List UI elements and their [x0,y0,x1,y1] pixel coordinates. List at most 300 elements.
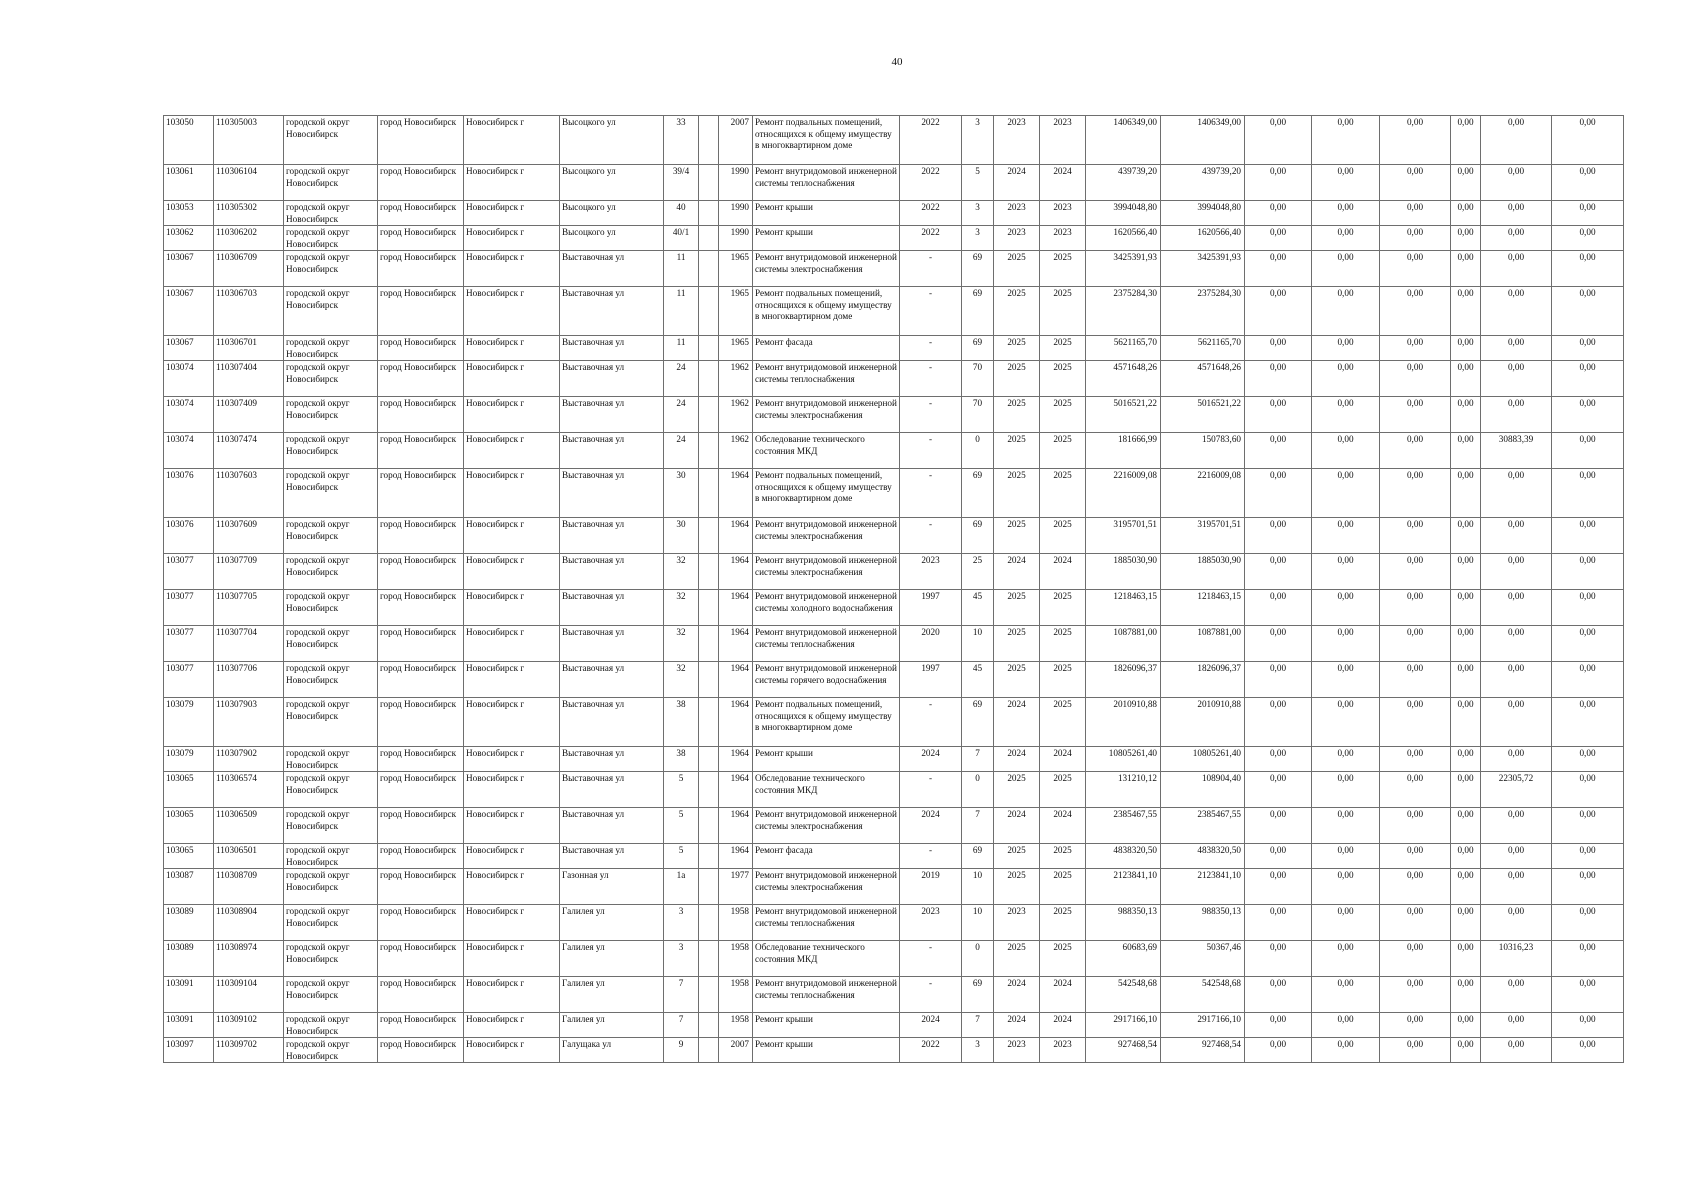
cell-municipal-district: городской округ Новосибирск [284,662,378,698]
cell-year-built: 1958 [719,977,753,1013]
table-row [164,518,1624,554]
cell-work-id: 110307704 [214,626,284,662]
cell-wear-percent: 10 [962,869,994,905]
cell-locality: Новосибирск г [464,977,560,1013]
cell-house-no: 24 [664,361,699,397]
table-row [164,336,1624,361]
cell-last-repair-year: - [900,287,962,336]
cell-total-cost: 181666,99 [1086,433,1161,469]
cell-locality: Новосибирск г [464,808,560,844]
cell-work-id: 110306701 [214,336,284,361]
table-row [164,590,1624,626]
cell-wear-percent: 69 [962,518,994,554]
cell-municipal-district: городской округ Новосибирск [284,747,378,772]
cell-regional-budget: 0,00 [1312,662,1380,698]
cell-plan-year-end: 2024 [1040,808,1086,844]
cell-settlement: город Новосибирск [378,941,464,977]
cell-fund-cost: 1218463,15 [1161,590,1245,626]
cell-locality: Новосибирск г [464,165,560,201]
cell-regional-budget: 0,00 [1312,747,1380,772]
cell-federal-budget: 0,00 [1245,698,1312,747]
cell-plan-year-end: 2025 [1040,590,1086,626]
cell-plan-year-end: 2025 [1040,844,1086,869]
cell-plan-year-start: 2024 [994,698,1040,747]
cell-owner-funds: 0,00 [1481,201,1552,226]
table-row [164,772,1624,808]
cell-street: Выставочная ул [560,251,664,287]
table-row [164,397,1624,433]
cell-fund-cost: 927468,54 [1161,1038,1245,1063]
cell-fund-cost: 2010910,88 [1161,698,1245,747]
cell-locality: Новосибирск г [464,747,560,772]
cell-regional-budget: 0,00 [1312,165,1380,201]
cell-work-type: Ремонт подвальных помещений, относящихся к общему имуществу в многоквартирном доме [753,698,900,747]
cell-street: Выставочная ул [560,808,664,844]
cell-work-type: Ремонт фасада [753,336,900,361]
cell-house-no: 3 [664,941,699,977]
cell-local-budget: 0,00 [1380,626,1451,662]
cell-other-funds: 0,00 [1451,1013,1481,1038]
cell-street: Выставочная ул [560,336,664,361]
cell-building-no [699,905,719,941]
cell-federal-budget: 0,00 [1245,433,1312,469]
cell-extra-funds: 0,00 [1552,905,1624,941]
cell-other-funds: 0,00 [1451,226,1481,251]
cell-extra-funds: 0,00 [1552,116,1624,165]
cell-municipal-district: городской округ Новосибирск [284,590,378,626]
table-row [164,226,1624,251]
cell-owner-funds: 0,00 [1481,165,1552,201]
cell-owner-funds: 0,00 [1481,361,1552,397]
cell-wear-percent: 69 [962,336,994,361]
cell-plan-year-end: 2024 [1040,747,1086,772]
cell-locality: Новосибирск г [464,201,560,226]
cell-building-no [699,361,719,397]
cell-work-id: 110306574 [214,772,284,808]
cell-owner-funds: 0,00 [1481,287,1552,336]
cell-street: Высоцкого ул [560,201,664,226]
cell-total-cost: 542548,68 [1086,977,1161,1013]
cell-plan-year-end: 2025 [1040,251,1086,287]
cell-house-no: 33 [664,116,699,165]
page-number: 40 [891,56,903,68]
cell-owner-funds: 0,00 [1481,747,1552,772]
cell-last-repair-year: - [900,518,962,554]
cell-plan-year-start: 2023 [994,905,1040,941]
table-row [164,469,1624,518]
cell-local-budget: 0,00 [1380,361,1451,397]
cell-last-repair-year: 2023 [900,554,962,590]
cell-plan-year-end: 2024 [1040,165,1086,201]
cell-last-repair-year: - [900,361,962,397]
cell-last-repair-year: 2022 [900,226,962,251]
cell-extra-funds: 0,00 [1552,251,1624,287]
cell-local-budget: 0,00 [1380,1038,1451,1063]
cell-year-built: 1964 [719,518,753,554]
cell-building-no [699,590,719,626]
cell-registry-no: 103077 [164,590,214,626]
cell-street: Выставочная ул [560,287,664,336]
cell-extra-funds: 0,00 [1552,747,1624,772]
cell-fund-cost: 2917166,10 [1161,1013,1245,1038]
cell-local-budget: 0,00 [1380,287,1451,336]
cell-registry-no: 103076 [164,469,214,518]
cell-total-cost: 1826096,37 [1086,662,1161,698]
cell-extra-funds: 0,00 [1552,433,1624,469]
cell-other-funds: 0,00 [1451,518,1481,554]
cell-plan-year-end: 2025 [1040,662,1086,698]
cell-federal-budget: 0,00 [1245,361,1312,397]
cell-extra-funds: 0,00 [1552,361,1624,397]
cell-settlement: город Новосибирск [378,869,464,905]
cell-federal-budget: 0,00 [1245,518,1312,554]
cell-street: Газонная ул [560,869,664,905]
cell-municipal-district: городской округ Новосибирск [284,844,378,869]
cell-wear-percent: 7 [962,808,994,844]
cell-regional-budget: 0,00 [1312,808,1380,844]
cell-extra-funds: 0,00 [1552,698,1624,747]
cell-local-budget: 0,00 [1380,1013,1451,1038]
cell-other-funds: 0,00 [1451,336,1481,361]
cell-settlement: город Новосибирск [378,808,464,844]
cell-work-type: Ремонт внутридомовой инженерной системы теплоснабжения [753,905,900,941]
cell-locality: Новосибирск г [464,554,560,590]
cell-other-funds: 0,00 [1451,433,1481,469]
cell-municipal-district: городской округ Новосибирск [284,336,378,361]
cell-federal-budget: 0,00 [1245,941,1312,977]
cell-house-no: 5 [664,844,699,869]
cell-last-repair-year: - [900,251,962,287]
cell-registry-no: 103067 [164,287,214,336]
cell-locality: Новосибирск г [464,433,560,469]
cell-street: Высоцкого ул [560,116,664,165]
cell-work-id: 110307706 [214,662,284,698]
cell-regional-budget: 0,00 [1312,361,1380,397]
cell-wear-percent: 3 [962,201,994,226]
cell-registry-no: 103089 [164,905,214,941]
cell-fund-cost: 3994048,80 [1161,201,1245,226]
cell-year-built: 2007 [719,116,753,165]
cell-plan-year-start: 2025 [994,844,1040,869]
cell-street: Высоцкого ул [560,226,664,251]
cell-settlement: город Новосибирск [378,201,464,226]
cell-work-type: Обследование технического состояния МКД [753,772,900,808]
cell-house-no: 38 [664,747,699,772]
cell-regional-budget: 0,00 [1312,116,1380,165]
cell-fund-cost: 5621165,70 [1161,336,1245,361]
cell-fund-cost: 2216009,08 [1161,469,1245,518]
cell-last-repair-year: - [900,469,962,518]
cell-house-no: 30 [664,518,699,554]
cell-last-repair-year: 2022 [900,1038,962,1063]
cell-locality: Новосибирск г [464,844,560,869]
table-row [164,554,1624,590]
cell-last-repair-year: - [900,977,962,1013]
cell-other-funds: 0,00 [1451,905,1481,941]
cell-settlement: город Новосибирск [378,977,464,1013]
cell-registry-no: 103091 [164,1013,214,1038]
cell-settlement: город Новосибирск [378,251,464,287]
cell-settlement: город Новосибирск [378,361,464,397]
table-row [164,869,1624,905]
cell-last-repair-year: - [900,698,962,747]
cell-federal-budget: 0,00 [1245,251,1312,287]
cell-building-no [699,287,719,336]
cell-settlement: город Новосибирск [378,662,464,698]
cell-work-id: 110307603 [214,469,284,518]
cell-plan-year-start: 2025 [994,662,1040,698]
cell-owner-funds: 0,00 [1481,1038,1552,1063]
cell-house-no: 30 [664,469,699,518]
cell-wear-percent: 69 [962,977,994,1013]
cell-fund-cost: 1826096,37 [1161,662,1245,698]
cell-plan-year-start: 2025 [994,251,1040,287]
cell-federal-budget: 0,00 [1245,1013,1312,1038]
cell-extra-funds: 0,00 [1552,808,1624,844]
cell-year-built: 1962 [719,361,753,397]
cell-regional-budget: 0,00 [1312,469,1380,518]
table-row [164,165,1624,201]
cell-building-no [699,662,719,698]
cell-total-cost: 1087881,00 [1086,626,1161,662]
cell-plan-year-end: 2025 [1040,361,1086,397]
cell-wear-percent: 25 [962,554,994,590]
cell-work-type: Ремонт внутридомовой инженерной системы теплоснабжения [753,361,900,397]
cell-total-cost: 988350,13 [1086,905,1161,941]
cell-last-repair-year: 2022 [900,116,962,165]
table-row [164,1038,1624,1063]
cell-year-built: 1964 [719,808,753,844]
cell-federal-budget: 0,00 [1245,397,1312,433]
cell-house-no: 3 [664,905,699,941]
cell-settlement: город Новосибирск [378,287,464,336]
cell-other-funds: 0,00 [1451,747,1481,772]
cell-municipal-district: городской округ Новосибирск [284,251,378,287]
cell-plan-year-start: 2025 [994,433,1040,469]
cell-regional-budget: 0,00 [1312,1038,1380,1063]
cell-federal-budget: 0,00 [1245,1038,1312,1063]
cell-registry-no: 103076 [164,518,214,554]
cell-building-no [699,977,719,1013]
cell-registry-no: 103065 [164,844,214,869]
cell-locality: Новосибирск г [464,662,560,698]
cell-street: Выставочная ул [560,433,664,469]
cell-year-built: 1958 [719,1013,753,1038]
cell-year-built: 1964 [719,469,753,518]
cell-locality: Новосибирск г [464,116,560,165]
cell-registry-no: 103087 [164,869,214,905]
cell-plan-year-start: 2024 [994,165,1040,201]
cell-wear-percent: 69 [962,698,994,747]
cell-owner-funds: 0,00 [1481,844,1552,869]
cell-local-budget: 0,00 [1380,251,1451,287]
cell-municipal-district: городской округ Новосибирск [284,361,378,397]
cell-wear-percent: 0 [962,772,994,808]
cell-federal-budget: 0,00 [1245,287,1312,336]
cell-plan-year-end: 2023 [1040,116,1086,165]
cell-locality: Новосибирск г [464,869,560,905]
cell-house-no: 11 [664,287,699,336]
cell-local-budget: 0,00 [1380,747,1451,772]
cell-work-type: Ремонт внутридомовой инженерной системы электроснабжения [753,397,900,433]
cell-year-built: 1962 [719,397,753,433]
cell-total-cost: 1885030,90 [1086,554,1161,590]
cell-house-no: 40 [664,201,699,226]
cell-locality: Новосибирск г [464,941,560,977]
cell-plan-year-start: 2025 [994,361,1040,397]
cell-local-budget: 0,00 [1380,905,1451,941]
cell-registry-no: 103053 [164,201,214,226]
cell-year-built: 1964 [719,590,753,626]
cell-work-id: 110307903 [214,698,284,747]
cell-total-cost: 2385467,55 [1086,808,1161,844]
cell-wear-percent: 45 [962,662,994,698]
cell-last-repair-year: - [900,941,962,977]
cell-house-no: 39/4 [664,165,699,201]
cell-regional-budget: 0,00 [1312,772,1380,808]
cell-regional-budget: 0,00 [1312,518,1380,554]
cell-municipal-district: городской округ Новосибирск [284,977,378,1013]
cell-work-id: 110309104 [214,977,284,1013]
cell-total-cost: 2010910,88 [1086,698,1161,747]
cell-work-type: Ремонт подвальных помещений, относящихся к общему имуществу в многоквартирном доме [753,116,900,165]
cell-work-type: Ремонт внутридомовой инженерной системы холодного водоснабжения [753,590,900,626]
cell-year-built: 1962 [719,433,753,469]
cell-wear-percent: 70 [962,361,994,397]
cell-last-repair-year: 1997 [900,590,962,626]
cell-owner-funds: 0,00 [1481,905,1552,941]
cell-plan-year-end: 2024 [1040,554,1086,590]
cell-year-built: 1964 [719,747,753,772]
cell-plan-year-start: 2025 [994,397,1040,433]
cell-building-no [699,747,719,772]
cell-other-funds: 0,00 [1451,698,1481,747]
cell-owner-funds: 10316,23 [1481,941,1552,977]
cell-work-type: Обследование технического состояния МКД [753,433,900,469]
cell-wear-percent: 3 [962,226,994,251]
cell-plan-year-start: 2024 [994,1013,1040,1038]
cell-extra-funds: 0,00 [1552,518,1624,554]
cell-local-budget: 0,00 [1380,397,1451,433]
cell-extra-funds: 0,00 [1552,941,1624,977]
cell-local-budget: 0,00 [1380,869,1451,905]
cell-wear-percent: 3 [962,116,994,165]
cell-work-type: Ремонт фасада [753,844,900,869]
cell-plan-year-start: 2025 [994,626,1040,662]
cell-extra-funds: 0,00 [1552,590,1624,626]
cell-owner-funds: 0,00 [1481,518,1552,554]
cell-last-repair-year: 2024 [900,1013,962,1038]
cell-locality: Новосибирск г [464,361,560,397]
cell-other-funds: 0,00 [1451,869,1481,905]
cell-year-built: 1964 [719,698,753,747]
cell-plan-year-end: 2024 [1040,977,1086,1013]
cell-municipal-district: городской округ Новосибирск [284,1013,378,1038]
cell-plan-year-start: 2024 [994,808,1040,844]
cell-house-no: 5 [664,772,699,808]
cell-work-id: 110307409 [214,397,284,433]
cell-fund-cost: 1620566,40 [1161,226,1245,251]
cell-total-cost: 1406349,00 [1086,116,1161,165]
cell-building-no [699,251,719,287]
cell-work-type: Ремонт крыши [753,226,900,251]
cell-work-type: Ремонт внутридомовой инженерной системы электроснабжения [753,518,900,554]
cell-owner-funds: 0,00 [1481,336,1552,361]
cell-registry-no: 103074 [164,361,214,397]
cell-settlement: город Новосибирск [378,844,464,869]
cell-street: Выставочная ул [560,361,664,397]
cell-last-repair-year: - [900,772,962,808]
cell-plan-year-start: 2025 [994,287,1040,336]
cell-settlement: город Новосибирск [378,772,464,808]
table-row [164,287,1624,336]
cell-total-cost: 131210,12 [1086,772,1161,808]
cell-municipal-district: городской округ Новосибирск [284,1038,378,1063]
cell-local-budget: 0,00 [1380,469,1451,518]
cell-total-cost: 4838320,50 [1086,844,1161,869]
cell-local-budget: 0,00 [1380,772,1451,808]
cell-extra-funds: 0,00 [1552,662,1624,698]
cell-work-type: Ремонт внутридомовой инженерной системы электроснабжения [753,869,900,905]
cell-last-repair-year: 2024 [900,808,962,844]
cell-work-type: Ремонт внутридомовой инженерной системы электроснабжения [753,554,900,590]
cell-other-funds: 0,00 [1451,662,1481,698]
cell-regional-budget: 0,00 [1312,433,1380,469]
cell-fund-cost: 2123841,10 [1161,869,1245,905]
cell-federal-budget: 0,00 [1245,590,1312,626]
cell-other-funds: 0,00 [1451,626,1481,662]
cell-year-built: 1958 [719,941,753,977]
table-row [164,433,1624,469]
cell-wear-percent: 0 [962,433,994,469]
cell-local-budget: 0,00 [1380,336,1451,361]
cell-street: Выставочная ул [560,698,664,747]
cell-work-type: Ремонт подвальных помещений, относящихся к общему имуществу в многоквартирном доме [753,287,900,336]
table-row [164,808,1624,844]
cell-work-id: 110308709 [214,869,284,905]
cell-owner-funds: 0,00 [1481,251,1552,287]
cell-total-cost: 3994048,80 [1086,201,1161,226]
cell-plan-year-start: 2024 [994,554,1040,590]
cell-wear-percent: 69 [962,287,994,336]
table-row [164,662,1624,698]
cell-locality: Новосибирск г [464,469,560,518]
cell-plan-year-start: 2023 [994,226,1040,251]
cell-extra-funds: 0,00 [1552,554,1624,590]
cell-owner-funds: 0,00 [1481,662,1552,698]
cell-work-type: Ремонт внутридомовой инженерной системы теплоснабжения [753,977,900,1013]
cell-wear-percent: 69 [962,251,994,287]
table-row [164,747,1624,772]
cell-other-funds: 0,00 [1451,165,1481,201]
cell-municipal-district: городской округ Новосибирск [284,397,378,433]
cell-total-cost: 1218463,15 [1086,590,1161,626]
cell-last-repair-year: 2023 [900,905,962,941]
cell-year-built: 1964 [719,844,753,869]
table-row [164,905,1624,941]
cell-total-cost: 2917166,10 [1086,1013,1161,1038]
cell-other-funds: 0,00 [1451,287,1481,336]
cell-registry-no: 103079 [164,698,214,747]
cell-plan-year-end: 2025 [1040,469,1086,518]
cell-work-type: Ремонт внутридомовой инженерной системы теплоснабжения [753,165,900,201]
cell-building-no [699,626,719,662]
cell-street: Галилея ул [560,977,664,1013]
cell-plan-year-start: 2023 [994,201,1040,226]
cell-year-built: 1977 [719,869,753,905]
cell-house-no: 24 [664,433,699,469]
cell-work-type: Ремонт внутридомовой инженерной системы электроснабжения [753,251,900,287]
